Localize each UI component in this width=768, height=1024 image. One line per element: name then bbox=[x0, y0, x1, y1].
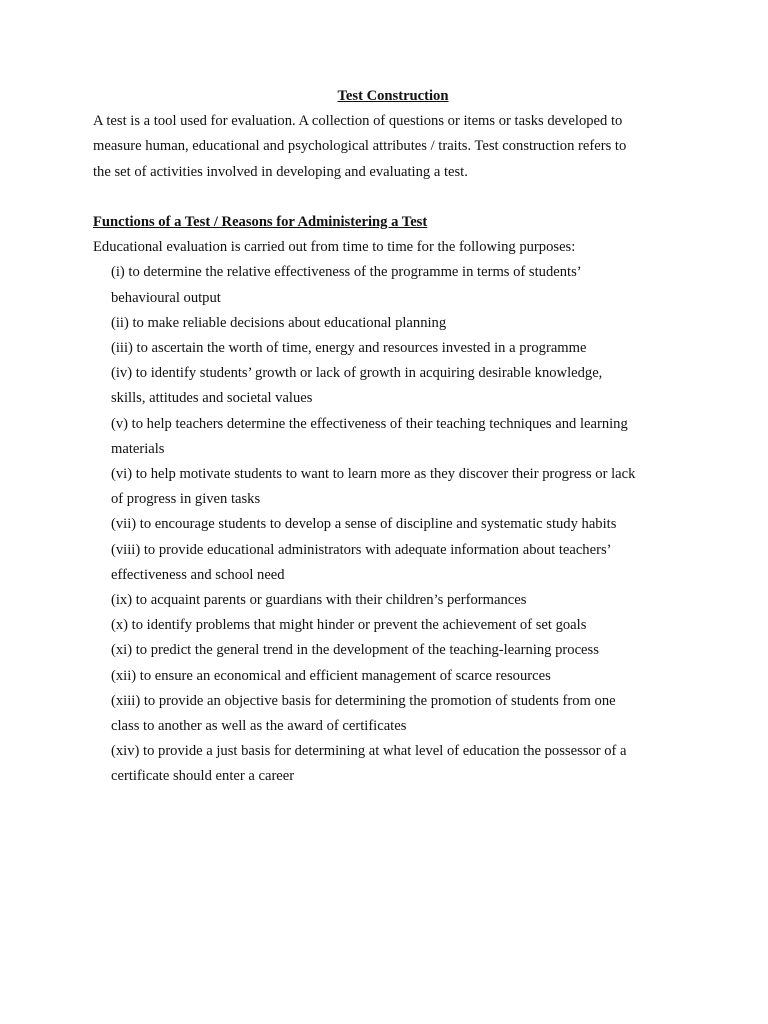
purpose-item-line: skills, attitudes and societal values bbox=[111, 390, 313, 407]
purpose-item-line: effectiveness and school need bbox=[111, 566, 285, 583]
purpose-item-line: (ix) to acquaint parents or guardians with their children’s performances bbox=[111, 592, 527, 609]
purpose-list-item bbox=[93, 260, 683, 310]
intro-paragraph bbox=[93, 109, 683, 185]
intro-line: the set of activities involved in developing and evaluating a test. bbox=[93, 163, 468, 180]
purpose-item-line: (v) to help teachers determine the effectiveness of their teaching techniques and learning bbox=[111, 415, 628, 432]
purpose-list-item bbox=[93, 336, 683, 361]
purpose-list-item bbox=[93, 311, 683, 336]
purpose-list-item bbox=[93, 588, 683, 613]
purpose-item-line: (xiii) to provide an objective basis for determining the promotion of students from one bbox=[111, 692, 616, 709]
purpose-item-line: materials bbox=[111, 440, 165, 457]
purpose-list-item bbox=[93, 462, 683, 512]
purpose-list-item bbox=[93, 638, 683, 663]
document-title: Test Construction bbox=[337, 88, 449, 104]
purpose-item-line: (i) to determine the relative effectiveness of the programme in terms of students’ bbox=[111, 264, 582, 281]
purpose-item-line: (ii) to make reliable decisions about educational planning bbox=[111, 314, 447, 331]
purpose-item-line: (iii) to ascertain the worth of time, energy and resources invested in a programme bbox=[111, 340, 587, 357]
purpose-list-item bbox=[93, 412, 683, 462]
purpose-list-item bbox=[93, 739, 683, 789]
purpose-item-line: (vii) to encourage students to develop a sense of discipline and systematic study habits bbox=[111, 516, 617, 533]
purpose-list-item bbox=[93, 613, 683, 638]
purpose-item-line: (vi) to help motivate students to want to learn more as they discover their progress or lack bbox=[111, 466, 636, 483]
purpose-list-item bbox=[93, 361, 683, 411]
purpose-list-item bbox=[93, 689, 683, 739]
purpose-item-line: (iv) to identify students’ growth or lack of growth in acquiring desirable knowledge, bbox=[111, 365, 603, 382]
intro-line: measure human, educational and psychological attributes / traits. Test construction refers to bbox=[93, 138, 627, 155]
purpose-item-line: (xi) to predict the general trend in the development of the teaching-learning process bbox=[111, 642, 599, 659]
purpose-item-line: (xiv) to provide a just basis for determining at what level of education the possessor of a bbox=[111, 743, 627, 760]
section-heading: Functions of a Test / Reasons for Administering a Test bbox=[93, 214, 428, 230]
purpose-item-line: (xii) to ensure an economical and efficient management of scarce resources bbox=[111, 667, 551, 684]
paragraph-spacer bbox=[93, 185, 683, 210]
purpose-item-line: class to another as well as the award of certificates bbox=[111, 718, 407, 735]
purpose-item-line: of progress in given tasks bbox=[111, 491, 261, 508]
purpose-item-line: behavioural output bbox=[111, 289, 221, 306]
section-intro: Educational evaluation is carried out from time to time for the following purposes: bbox=[93, 239, 576, 256]
purpose-list-item bbox=[93, 538, 683, 588]
purpose-list-item bbox=[93, 664, 683, 689]
purpose-item-line: certificate should enter a career bbox=[111, 768, 295, 785]
purpose-list-item bbox=[93, 512, 683, 537]
purpose-list bbox=[93, 260, 683, 789]
intro-line: A test is a tool used for evaluation. A collection of questions or items or tasks developed to bbox=[93, 113, 623, 130]
purpose-item-line: (viii) to provide educational administrators with adequate information about teachers’ bbox=[111, 541, 612, 558]
document-body bbox=[93, 84, 683, 790]
purpose-item-line: (x) to identify problems that might hinder or prevent the achievement of set goals bbox=[111, 617, 587, 634]
